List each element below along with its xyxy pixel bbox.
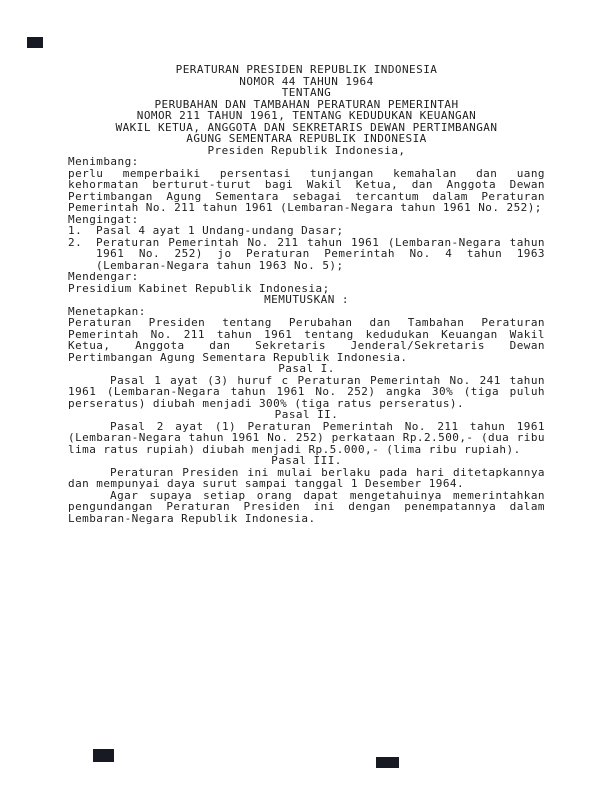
mengingat-label: Mengingat:: [68, 212, 139, 226]
pasal-2-paragraph: Pasal 2 ayat (1) Peraturan Pemerintah No. 211 tahun 1961 (Lembaran-Negara tahun 1961 No. 252) perkataan Rp.2.500,- (dua ribu lima ratus rupiah) diubah menjadi Rp.5.000,- (lima ribu rupiah).: [68, 419, 545, 456]
pasal-2-heading: Pasal II.: [274, 408, 339, 421]
mendengar-label: Mendengar:: [68, 270, 139, 283]
section-pasal-3: [68, 455, 545, 524]
mengingat-item-1: [68, 225, 545, 237]
section-mendengar: [68, 271, 545, 294]
title-line-4: PERUBAHAN DAN TAMBAHAN PERATURAN PEMERINTAH: [154, 97, 459, 111]
title-line-2: NOMOR 44 TAHUN 1964: [239, 74, 374, 88]
menimbang-label: Menimbang:: [68, 155, 139, 168]
menetapkan-body: Peraturan Presiden tentang Perubahan dan Tambahan Peraturan Pemerintah No. 211 tahun 1961 tentang kedudukan Keuangan Wakil Ketua, Anggota dan Sekretaris Jenderal/Sekretaris Dewan Pertimbangan Agung Sementara Republik Indonesia.: [68, 316, 545, 364]
menetapkan-label: Menetapkan:: [68, 304, 146, 318]
pasal-1-paragraph: Pasal 1 ayat (3) huruf c Peraturan Pemerintah No. 241 tahun 1961 (Lembaran-Negara tahun 1961 No. 252) angka 30% (tiga puluh perseratus) diubah menjadi 300% (tiga ratus perseratus).: [68, 373, 545, 410]
document-title-block: [68, 64, 545, 145]
section-pasal-1: [68, 363, 545, 409]
title-line-3: TENTANG: [281, 86, 332, 99]
salutation: Presiden Republik Indonesia,: [207, 143, 406, 157]
scan-artifact-bottom-left: [93, 749, 114, 762]
pasal-3-paragraph-1: Peraturan Presiden ini mulai berlaku pada hari ditetapkannya dan mempunyai daya surut sampai tanggal 1 Desember 1964.: [68, 465, 545, 490]
pasal-3-heading: Pasal III.: [271, 454, 342, 467]
title-line-7: AGUNG SEMENTARA REPUBLIK INDONESIA: [186, 132, 427, 145]
scan-artifact-bottom-center: [376, 757, 399, 768]
memutuskan-heading: MEMUTUSKAN :: [264, 293, 349, 306]
mengingat-item-1-text: Pasal 4 ayat 1 Undang-undang Dasar;: [96, 224, 344, 237]
section-menetapkan: [68, 306, 545, 364]
title-line-1: PERATURAN PRESIDEN REPUBLIK INDONESIA: [175, 63, 438, 76]
title-line-6: WAKIL KETUA, ANGGOTA DAN SEKRETARIS DEWAN PERTIMBANGAN: [115, 120, 498, 134]
mengingat-item-2: [68, 237, 545, 272]
scan-artifact-top-left: [27, 37, 43, 48]
mengingat-item-2-text: Peraturan Pemerintah No. 211 tahun 1961 (Lembaran-Negara tahun 1961 No. 252) jo Peraturan Pemerintah No. 4 tahun 1963 (Lembaran-Negara tahun 1963 No. 5);: [96, 235, 545, 272]
mendengar-body: Presidium Kabinet Republik Indonesia;: [68, 281, 330, 295]
mengingat-item-1-number: 1.: [68, 224, 83, 237]
pasal-3-paragraph-2: Agar supaya setiap orang dapat mengetahuinya memerintahkan pengundangan Peraturan Presiden ini dengan penempatannya dalam Lembaran-Negara Republik Indonesia.: [68, 488, 545, 525]
section-mengingat: [68, 214, 545, 272]
title-line-5: NOMOR 211 TAHUN 1961, TENTANG KEDUDUKAN KEUANGAN: [136, 109, 477, 122]
section-menimbang: [68, 156, 545, 214]
mengingat-item-2-number: 2.: [68, 235, 83, 249]
section-pasal-2: [68, 409, 545, 455]
menimbang-body: perlu memperbaiki persentasi tunjangan kemahalan dan uang kehormatan berturut-turut bagi Wakil Ketua, dan Anggota Dewan Pertimbangan Agung Sementara sebagai tercantum dalam Peraturan Pemerintah No. 211 tahun 1961 (Lembaran-Negara tahun 1961 No. 252);: [68, 166, 545, 214]
pasal-1-heading: Pasal I.: [278, 362, 335, 375]
